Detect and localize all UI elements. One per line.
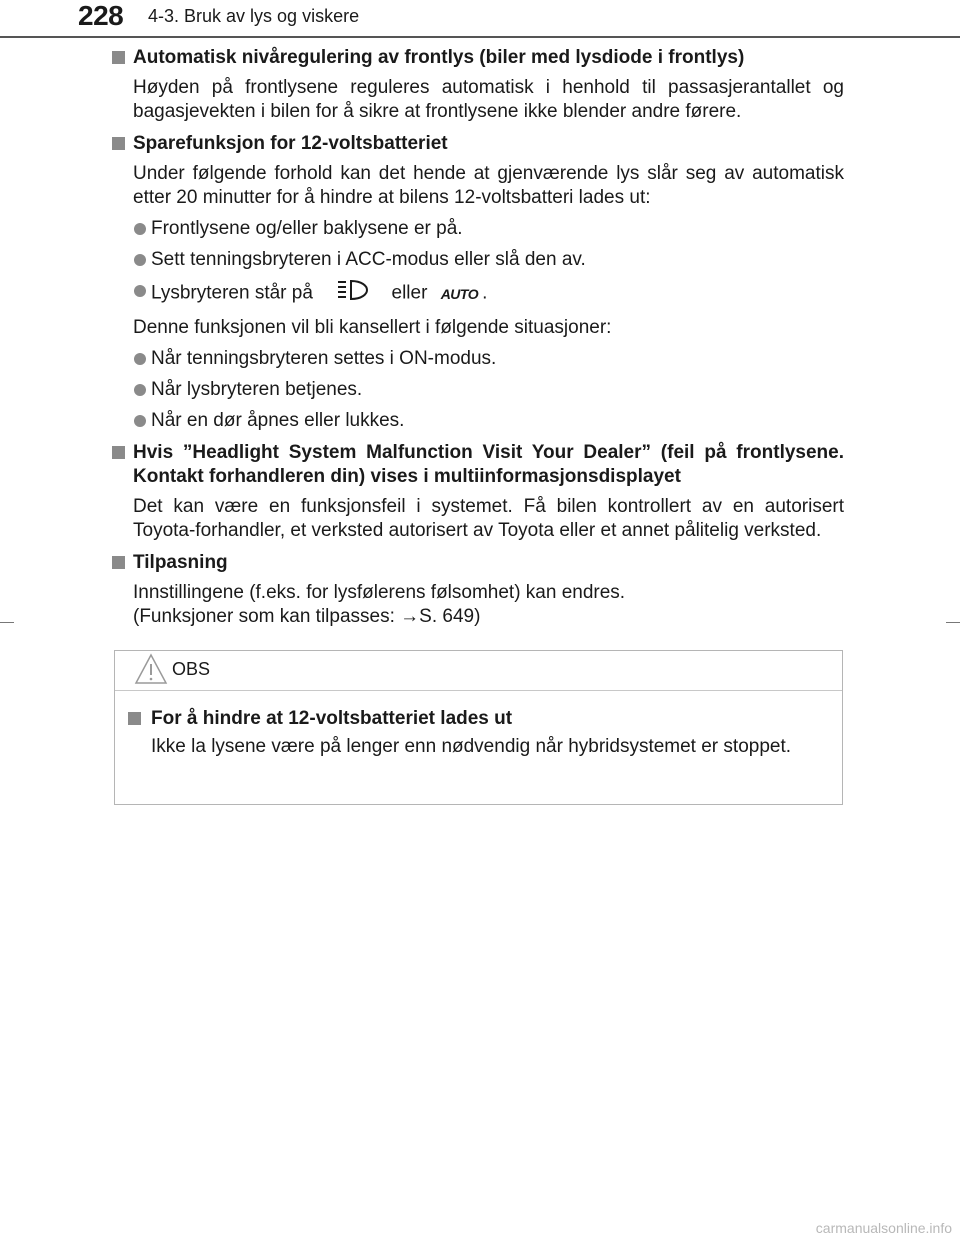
section-text: Høyden på frontlysene reguleres automatisk i henhold til passasjerantallet og bagasjevekten i bilen for å sikre at frontlysene ikke blender andre førere.	[133, 77, 844, 122]
list-item: Når en dør åpnes eller lukkes.	[111, 409, 844, 433]
section-battery-saver	[111, 132, 844, 433]
round-bullet-icon	[134, 415, 146, 427]
headlight-icon	[332, 279, 372, 308]
round-bullet-icon	[134, 223, 146, 235]
section-outro: Denne funksjonen vil bli kansellert i følgende situasjoner:	[133, 317, 612, 338]
header-rule	[0, 36, 960, 38]
section-text: Det kan være en funksjonsfeil i systemet. Få bilen kontrollert av en autorisert Toyota-forhandler, et verksted autorisert av Toyota eller et annet pålitelig verksted.	[133, 496, 844, 541]
section-intro: Under følgende forhold kan det hende at gjenværende lys slår seg av automatisk etter 20 minutter for å hindre at bilens 12-voltsbatteri lades ut:	[133, 163, 844, 208]
warning-triangle-icon	[134, 652, 168, 691]
list-item: Frontlysene og/eller baklysene er på.	[111, 217, 844, 241]
section-heading: Sparefunksjon for 12-voltsbatteriet	[111, 132, 844, 156]
round-bullet-icon	[134, 254, 146, 266]
page-header	[0, 0, 960, 40]
list-item-switch: Lysbryteren står på eller AUTO .	[111, 279, 844, 308]
auto-icon: AUTO	[440, 285, 479, 302]
square-bullet-icon	[128, 712, 141, 725]
square-bullet-icon	[112, 51, 125, 64]
section-text-line: Innstillingene (f.eks. for lysfølerens følsomhet) kan endres.	[133, 582, 626, 603]
notice-heading: For å hindre at 12-voltsbatteriet lades ut	[127, 707, 830, 731]
notice-text: Ikke la lysene være på lenger enn nødvendig når hybridsystemet er stoppet.	[151, 736, 792, 757]
list-item: Når lysbryteren betjenes.	[111, 378, 844, 402]
round-bullet-icon	[134, 285, 146, 297]
square-bullet-icon	[112, 446, 125, 459]
round-bullet-icon	[134, 353, 146, 365]
customization-link[interactable]: (Funksjoner som kan tilpasses: →S. 649)	[133, 606, 481, 627]
notice-header	[115, 651, 842, 691]
section-heading: Tilpasning	[111, 551, 844, 575]
notice-box	[114, 650, 843, 805]
section-malfunction	[111, 441, 844, 543]
notice-body	[115, 691, 842, 759]
section-customization	[111, 551, 844, 629]
section-heading: Hvis ”Headlight System Malfunction Visit Your Dealer” (feil på frontlysene. Kontakt forhandleren din) vises i multiinformasjonsdisplayet	[111, 441, 844, 489]
watermark: carmanualsonline.info	[815, 1220, 952, 1236]
list-item: Når tenningsbryteren settes i ON-modus.	[111, 347, 844, 371]
round-bullet-icon	[134, 384, 146, 396]
square-bullet-icon	[112, 137, 125, 150]
page-number: 228	[78, 0, 124, 31]
list-item: Sett tenningsbryteren i ACC-modus eller slå den av.	[111, 248, 844, 272]
chapter-title: 4-3. Bruk av lys og viskere	[148, 6, 360, 26]
crop-mark-left	[0, 622, 14, 623]
square-bullet-icon	[112, 556, 125, 569]
section-headlight-leveling	[111, 46, 844, 124]
page-content	[111, 46, 844, 629]
crop-mark-right	[946, 622, 960, 623]
section-heading: Automatisk nivåregulering av frontlys (biler med lysdiode i frontlys)	[111, 46, 844, 70]
notice-label: OBS	[172, 659, 211, 679]
